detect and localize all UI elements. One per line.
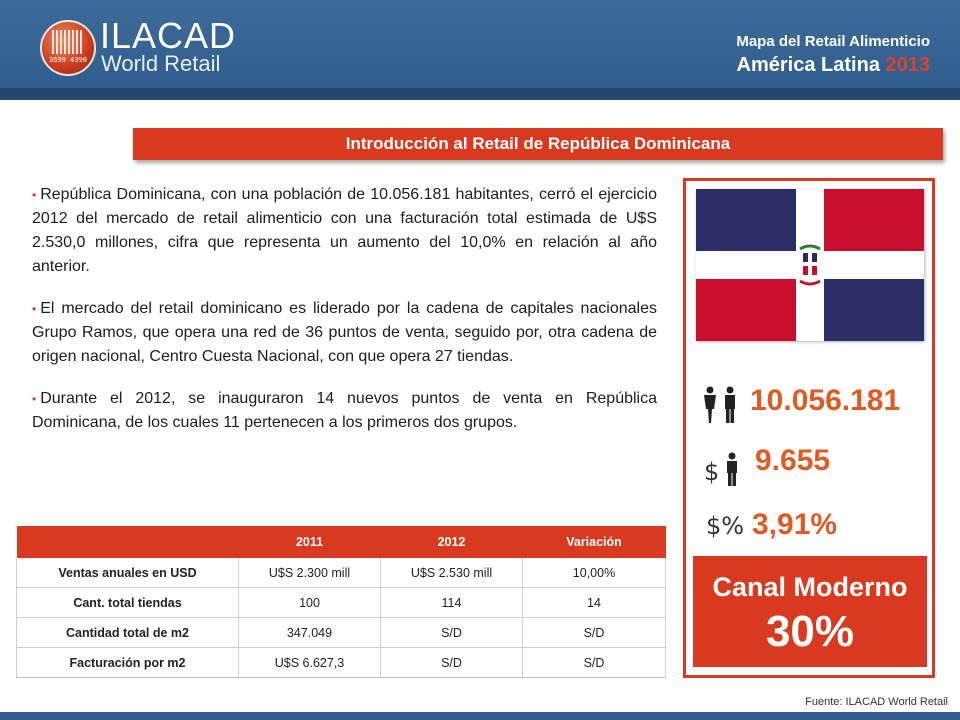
growth-value: 3,91% <box>752 508 838 541</box>
table-cell: S/D <box>523 648 666 678</box>
paragraph-text: Durante el 2012, se inauguraron 14 nuevos puntos de venta en República Dominicana, de los cuales 11 pertenecen a los primeros dos grupos. <box>32 390 657 431</box>
bullet-icon: • <box>32 302 37 316</box>
canal-label: Canal Moderno <box>712 572 908 602</box>
table-cell: Ventas anuales en USD <box>17 558 239 588</box>
table-cell: U$S 2.530 mill <box>381 558 523 588</box>
table-cell: 347.049 <box>239 618 381 648</box>
dollar-percent-symbol: $% <box>706 512 745 540</box>
canal-value: 30% <box>765 607 855 656</box>
table-cell: 14 <box>523 588 666 618</box>
paragraph <box>32 387 657 435</box>
dollar-percent-icon <box>706 512 744 540</box>
table-cell: Cant. total tiendas <box>17 588 239 618</box>
person-icon <box>724 452 740 486</box>
table-row <box>17 588 666 618</box>
bullet-icon: • <box>32 188 37 202</box>
header-strip <box>0 88 960 100</box>
per-capita-value: 9.655 <box>755 444 831 477</box>
canal-moderno-box <box>693 556 927 667</box>
table-cell: U$S 2.300 mill <box>239 558 381 588</box>
bullet-icon: • <box>32 392 37 406</box>
retail-stats-table <box>16 526 666 678</box>
logo-code: 3699 4390 <box>49 56 87 64</box>
paragraph <box>32 183 657 279</box>
table-cell: U$S 6.627,3 <box>239 648 381 678</box>
paragraph-text: República Dominicana, con una población de 10.056.181 habitantes, cerró el ejercicio 2012 del mercado de retail alimenticio con una facturación total estimada de U$S 2.530,0 millones, cifra que representa un aumento del 10,0% en relación al año anterior. <box>32 186 657 275</box>
intro-text <box>32 183 657 453</box>
dollar-person-icon <box>704 452 740 486</box>
paragraph <box>32 297 657 369</box>
ilacad-logo-icon <box>40 20 96 76</box>
header-title-region <box>737 54 930 77</box>
table-cell: S/D <box>523 618 666 648</box>
header-year: 2013 <box>885 54 930 76</box>
table-header: Variación <box>523 526 666 558</box>
table-cell: 10,00% <box>523 558 666 588</box>
table-cell: Cantidad total de m2 <box>17 618 239 648</box>
table-cell: Facturación por m2 <box>17 648 239 678</box>
table-row <box>17 648 666 678</box>
header-banner <box>0 0 960 88</box>
dominican-flag-icon <box>696 189 924 341</box>
table-cell: S/D <box>381 648 523 678</box>
brand-name: ILACAD <box>100 15 237 56</box>
header-region: América Latina <box>736 54 880 76</box>
paragraph-text: El mercado del retail dominicano es liderado por la cadena de capitales nacionales Grupo Ramos, que opera una red de 36 puntos de venta, seguido por, otra cadena de origen nacional, Centro Cuesta Nacional, con que opera 27 tiendas. <box>32 300 657 365</box>
table-cell: 100 <box>239 588 381 618</box>
footer-strip <box>0 712 960 720</box>
table-header: 2011 <box>239 526 381 558</box>
people-icon <box>700 386 742 424</box>
barcode-icon <box>52 30 84 54</box>
table-header-row <box>17 526 666 558</box>
header-title-top: Mapa del Retail Alimenticio <box>736 33 930 50</box>
table-header: 2012 <box>381 526 523 558</box>
brand-subtitle: World Retail <box>101 51 221 76</box>
dollar-symbol: $ <box>704 458 720 486</box>
table-cell: 114 <box>381 588 523 618</box>
table-row <box>17 558 666 588</box>
table-row <box>17 618 666 648</box>
source-note: Fuente: ILACAD World Retail <box>805 696 948 708</box>
population-value: 10.056.181 <box>750 384 901 417</box>
table-header <box>17 526 239 558</box>
table-cell: S/D <box>381 618 523 648</box>
section-title: Introducción al Retail de República Dominicana <box>133 128 943 160</box>
